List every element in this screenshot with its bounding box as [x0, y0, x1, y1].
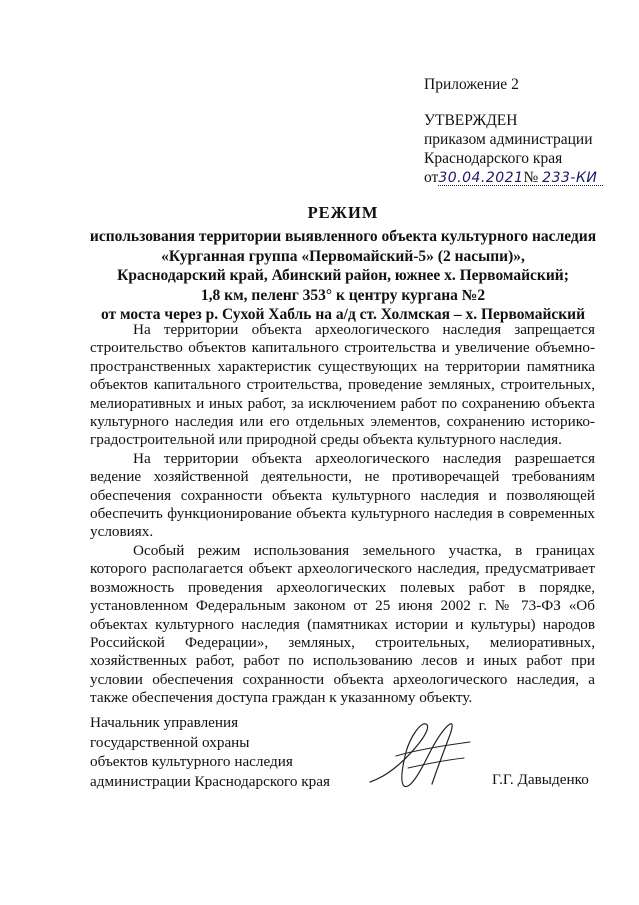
fill-in-underline — [438, 185, 603, 186]
title-line: 1,8 км, пеленг 353° к центру кургана №2 — [200, 286, 486, 304]
signatory-position — [90, 713, 330, 791]
title-line: «Курганная группа «Первомайский-5» (2 насыпи)», — [161, 247, 525, 265]
signatory-name: Г.Г. Давыденко — [492, 771, 589, 788]
paragraph-prohibitions: На территории объекта археологического наследия запрещается строительство объектов капитального строительства и увеличение объемно-пространственных характеристик существующих на территории памятника объектов капитального строительства, проведение земляных, строительных, мелиоративных и иных работ, за исключением работ по сохранению объекта культурного наследия или его отдельных элементов, сохранению историко-градостроительной или природной среды объекта культурного наследия. — [90, 321, 595, 449]
title-line: Краснодарский край, Абинский район, южнее х. Первомайский; — [117, 267, 569, 284]
position-line: администрации Краснодарского края — [90, 772, 330, 790]
title-heading: РЕЖИМ — [307, 203, 379, 222]
position-line: государственной охраны — [90, 733, 250, 751]
body-text — [90, 321, 595, 708]
number-prefix: № — [523, 169, 539, 186]
order-line-2: Краснодарского края — [424, 150, 563, 167]
appendix-label: Приложение 2 — [424, 76, 519, 93]
date-number-line — [424, 168, 597, 188]
approved-label: УТВЕРЖДЕН — [424, 112, 518, 129]
title-line: от моста через р. Сухой Хабль на а/д ст. Холмская – х. Первомайский — [100, 306, 586, 323]
position-line: Начальник управления — [90, 714, 239, 731]
order-line-1: приказом администрации — [424, 131, 593, 148]
document-title — [78, 203, 608, 325]
title-line: использования территории выявленного объекта культурного наследия — [89, 228, 597, 245]
position-line: объектов культурного наследия — [90, 753, 293, 770]
date-prefix: от — [424, 169, 439, 186]
handwritten-signature — [366, 716, 476, 796]
paragraph-special-regime: Особый режим использования земельного участка, в границах которого располагается объект археологического наследия, предусматривает возможность проведения археологических полевых работ в порядке, установленном Федеральным законом от 25 июня 2002 г. № 73-ФЗ «Об объектах культурного наследия (памятниках истории и культуры) народов Российской Федерации», земляных, строительных, мелиоративных, хозяйственных работ, работ по использованию лесов и иных работ при условии обеспечения сохранности объекта археологического наследия, а также обеспечения доступа граждан к указанному объекту. — [90, 541, 595, 707]
approval-block — [424, 111, 597, 188]
handwritten-date: 30.04.2021 — [438, 170, 524, 186]
handwritten-number: 233-КИ — [542, 170, 598, 186]
paragraph-permissions: На территории объекта археологического наследия разрешается ведение хозяйственной деятельности, не противоречащей требованиям обеспечения сохранности объекта культурного наследия и позволяющей обеспечить функционирование объекта культурного наследия в современных условиях. — [90, 449, 595, 541]
